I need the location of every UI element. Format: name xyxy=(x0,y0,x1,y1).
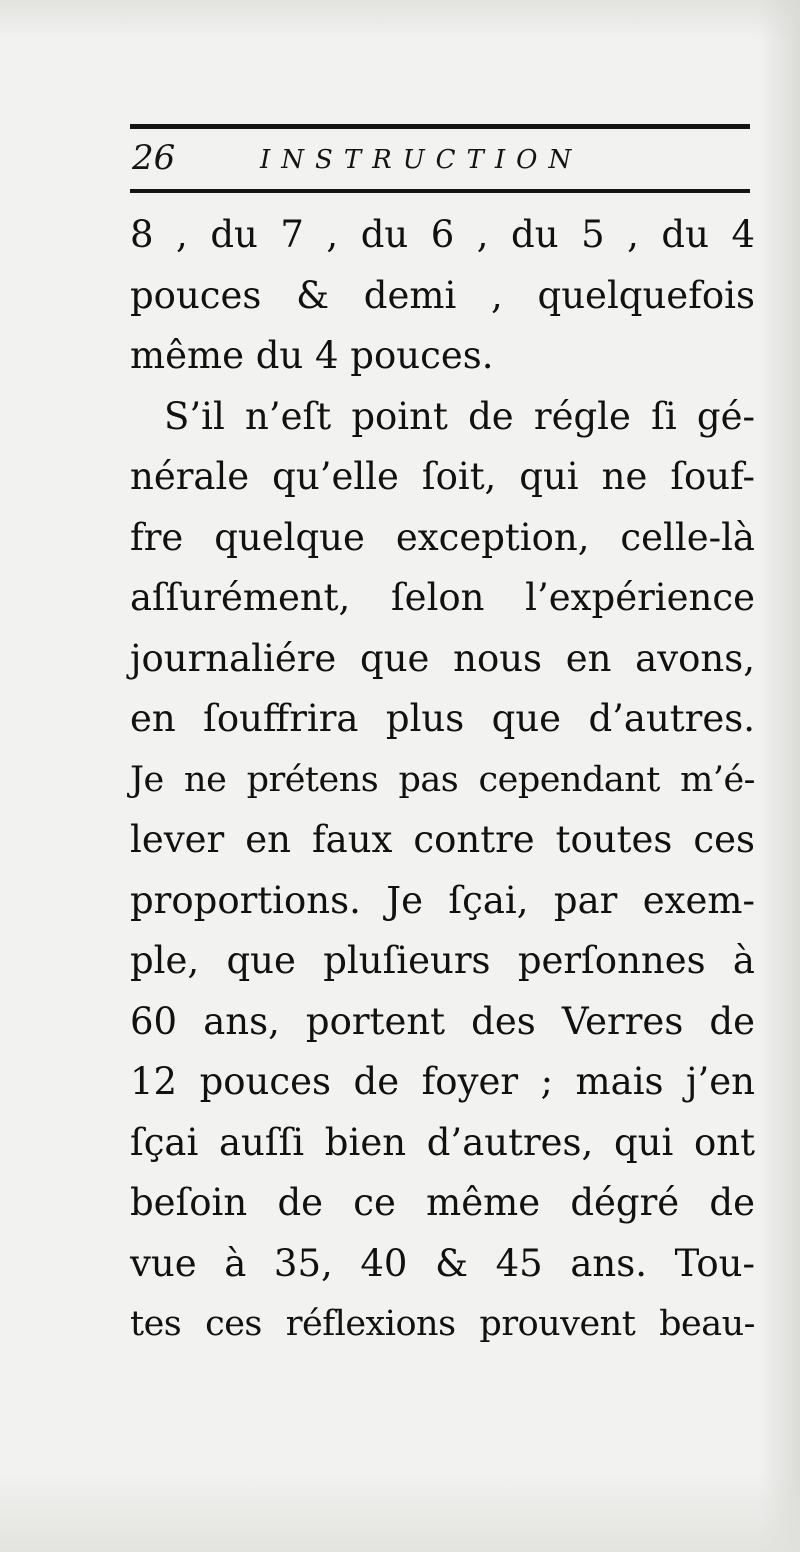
text-line: fre quelque exception, celle-là xyxy=(130,515,755,559)
text-line: ſçai auſſi bien d’autres, qui ont xyxy=(130,1120,755,1164)
header-bottom-rule xyxy=(130,189,750,193)
page-bottom-shading xyxy=(0,1472,800,1552)
text-line: vue à 35, 40 & 45 ans. Tou- xyxy=(130,1241,755,1285)
page-number: 26 xyxy=(132,138,176,178)
text-line: 12 pouces de foyer ; mais j’en xyxy=(130,1060,755,1103)
text-line: en ſouffrira plus que d’autres. xyxy=(130,697,755,740)
page-top-shading xyxy=(0,0,800,40)
text-line: 8 , du 7 , du 6 , du 5 , du 4 xyxy=(130,213,755,256)
page-gutter-shading xyxy=(758,0,800,1552)
text-line: ple, que pluſieurs perſonnes à xyxy=(130,939,755,982)
text-line: beſoin de ce même dégré de xyxy=(130,1181,755,1224)
body-text xyxy=(130,205,755,1355)
text-line: 60 ans, portent des Verres de xyxy=(130,999,755,1043)
text-line: même du 4 pouces. xyxy=(130,334,494,377)
running-head xyxy=(130,132,750,184)
running-title: INSTRUCTION xyxy=(260,145,583,175)
text-line: S’il n’eſt point de régle ſi gé- xyxy=(164,394,755,438)
text-line: nérale qu’elle ſoit, qui ne ſouf- xyxy=(130,455,755,498)
text-line: journaliére que nous en avons, xyxy=(130,636,755,680)
text-line: Je ne prétens pas cependant m’é- xyxy=(130,759,755,800)
text-line: aſſurément, ſelon l’expérience xyxy=(130,576,755,619)
text-line: proportions. Je ſçai, par exem- xyxy=(130,878,755,922)
header-top-rule xyxy=(130,124,750,129)
text-line: tes ces réflexions prouvent beau- xyxy=(130,1304,755,1344)
text-line: lever en faux contre toutes ces xyxy=(130,818,755,861)
text-line: pouces & demi , quelquefois xyxy=(130,273,755,317)
